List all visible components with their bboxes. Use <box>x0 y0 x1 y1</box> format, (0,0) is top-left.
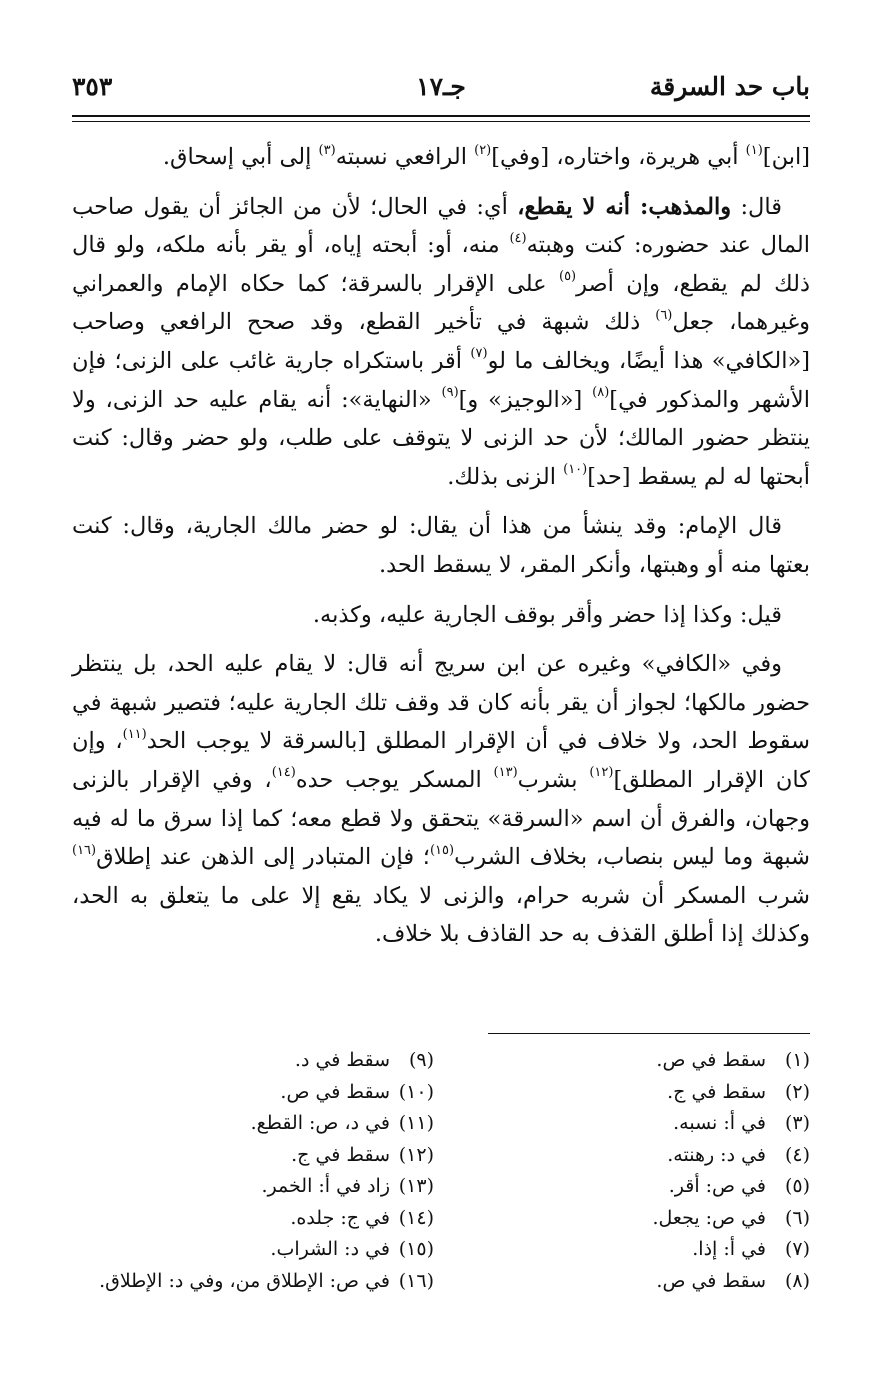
footnote-number: (١٣) <box>398 1175 434 1197</box>
paragraph-2: قال: والمذهب: أنه لا يقطع، أي: في الحال؛ لأن من الجائز أن يقول صاحب المال عند حضوره: كنت وهبته$^{(٤)}$ منه، أو: أبحته إياه، أو يقر بأنه ملكه، ولو قال ذلك لم يقطع، وإن أصر$^{(٥)}$ على الإقرار بالسرقة؛ كما حكاه الإمام والعمراني وغيرهما، جعل$^{(٦)}$ ذلك شبهة في تأخير القطع، وقد صحح الرافعي وصاحب [«الكافي» هذا أيضًا، ويخالف ما لو$^{(٧)}$ أقر باستكراه جارية غائب على الزنى؛ فإن الأشهر والمذكور في]$^{(٨)}$ [«الوجيز» و]$^{(٩)}$ «النهاية»: أنه يقام عليه حد الزنى، ولا ينتظر حضور المالك؛ لأن حد الزنى لا يتوقف على طلب، ولو حضر وقال: كنت أبحتها له لم يسقط [حد]$^{(١٠)}$ الزنى بذلك. <box>72 193 811 490</box>
footnote-item <box>490 1108 810 1140</box>
footnote-number: (٩) <box>408 1049 434 1071</box>
footnote-ref: (١٦) <box>72 842 97 858</box>
footnote-text: في د: رهنته. <box>667 1143 766 1166</box>
footnote-number: (١٠) <box>398 1080 434 1103</box>
footnote-ref: (١١) <box>122 726 147 742</box>
main-text <box>72 138 810 965</box>
footnote-ref: (١٢) <box>589 765 614 781</box>
footnote-item <box>490 1045 810 1077</box>
paragraph-4: قيل: وكذا إذا حضر وأقر بوقف الجارية عليه، وكذبه. <box>312 601 782 628</box>
footnote-item <box>72 1108 434 1140</box>
footnote-item <box>72 1077 434 1109</box>
footnote-item <box>72 1045 434 1077</box>
footnote-number: (٤) <box>784 1143 810 1166</box>
matn-bold-text: والمذهب: أنه لا يقطع، <box>517 193 732 220</box>
footnote-number: (١١) <box>398 1112 434 1134</box>
footnote-ref: (٥) <box>558 269 577 285</box>
footnote-item <box>490 1077 810 1109</box>
footnote-ref: (١٣) <box>493 765 518 781</box>
footnote-ref: (٤) <box>509 230 527 246</box>
footnote-ref: (٣) <box>318 142 336 158</box>
header-rule-thin <box>72 121 810 122</box>
footnote-ref: (٩) <box>441 385 459 401</box>
page-number: ٣٥٣ <box>72 71 113 101</box>
paragraph-1: [ابن]$^{(١)}$ أبي هريرة، واختاره، [وفي]$^{(٢)}$ الرافعي نسبته$^{(٣)}$ إلى أبي إسحاق. <box>162 142 810 170</box>
footnote-text: في د: الشراب. <box>270 1238 390 1260</box>
footnote-number: (٣) <box>784 1112 810 1134</box>
footnote-item <box>490 1234 810 1266</box>
running-header <box>72 64 810 108</box>
footnote-item <box>490 1266 810 1298</box>
footnote-number: (٦) <box>784 1206 810 1229</box>
footnote-text: في د، ص: القطع. <box>250 1112 390 1134</box>
footnote-item <box>72 1171 434 1203</box>
footnote-text: في أ: إذا. <box>692 1238 766 1260</box>
volume-number: جـ١٧ <box>416 71 466 101</box>
footnote-item <box>72 1266 434 1298</box>
book-page <box>72 0 810 1377</box>
footnote-item <box>72 1234 434 1266</box>
footnote-text: زاد في أ: الخمر. <box>261 1175 390 1197</box>
footnote-number: (٢) <box>784 1080 810 1103</box>
footnote-text: في ص: الإطلاق من، وفي د: الإطلاق. <box>99 1269 390 1292</box>
footnote-text: سقط في ج. <box>291 1143 390 1166</box>
footnote-text: سقط في ص. <box>656 1269 766 1292</box>
paragraph-5: وفي «الكافي» وغيره عن ابن سريج أنه قال: لا يقام عليه الحد، بل ينتظر حضور مالكها؛ لجواز أن يقر بأنه كان قد وقف تلك الجارية عليه؛ فتصير شبهة في سقوط الحد، ولا خلاف في أن الإقرار المطلق [بالسرقة لا يوجب الحد$^{(١١)}$، وإن كان الإقرار المطلق]$^{(١٢)}$ بشرب$^{(١٣)}$ المسكر يوجب حده$^{(١٤)}$، وفي الإقرار بالزنى وجهان، والفرق أن اسم «السرقة» يتحقق ولا قطع معه؛ كما إذا سرق ما له فيه شبهة وما ليس بنصاب، بخلاف الشرب$^{(١٥)}$؛ فإن المتبادر إلى الذهن عند إطلاق$^{(١٦)}$ شرب المسكر أن شربه حرام، والزنى لا يكاد يقع إلا على ما يتعلق به الحد، وكذلك إذا أطلق القذف به حد القاذف بلا خلاف. <box>72 651 810 948</box>
footnote-text: في أ: نسبه. <box>673 1112 766 1134</box>
footnotes-column-left <box>72 1045 434 1297</box>
footnote-number: (١) <box>784 1049 810 1071</box>
footnote-ref: (٧) <box>470 346 488 362</box>
footnote-ref: (٦) <box>655 307 673 323</box>
footnote-number: (٧) <box>784 1238 810 1260</box>
footnote-text: سقط في ص. <box>280 1080 390 1103</box>
footnote-ref: (٨) <box>592 385 610 401</box>
footnote-ref: (١٤) <box>271 765 296 781</box>
footnote-number: (١٤) <box>398 1206 434 1229</box>
footnote-item <box>72 1203 434 1235</box>
footnote-item <box>490 1203 810 1235</box>
footnote-separator <box>488 1033 810 1034</box>
footnote-text: في ص: أقر. <box>668 1175 766 1197</box>
footnote-item <box>490 1140 810 1172</box>
paragraph-3: قال الإمام: وقد ينشأ من هذا أن يقال: لو حضر مالك الجارية، وقال: كنت بعتها منه أو وهبتها، وأنكر المقر، لا يسقط الحد. <box>72 513 810 578</box>
footnotes <box>72 1045 810 1297</box>
footnote-number: (٨) <box>784 1269 810 1292</box>
footnote-ref: (١٥) <box>429 842 455 858</box>
footnote-ref: (٢) <box>474 142 492 158</box>
footnote-text: سقط في د. <box>294 1049 390 1071</box>
footnotes-column-right <box>490 1045 810 1297</box>
footnote-text: في ص: يجعل. <box>652 1206 766 1229</box>
footnote-text: سقط في ج. <box>667 1080 766 1103</box>
footnote-number: (١٢) <box>398 1143 434 1166</box>
footnote-item <box>490 1171 810 1203</box>
footnote-ref: (١٠) <box>563 462 588 478</box>
footnote-text: في ج: جلده. <box>290 1206 390 1229</box>
footnote-ref: (١) <box>745 142 763 158</box>
footnote-item <box>72 1140 434 1172</box>
footnote-text: سقط في ص. <box>656 1049 766 1071</box>
footnote-number: (١٦) <box>398 1269 434 1292</box>
header-rule-thick <box>72 115 810 117</box>
chapter-title: باب حد السرقة <box>649 71 810 101</box>
footnote-number: (٥) <box>784 1175 810 1197</box>
footnote-number: (١٥) <box>398 1238 434 1260</box>
